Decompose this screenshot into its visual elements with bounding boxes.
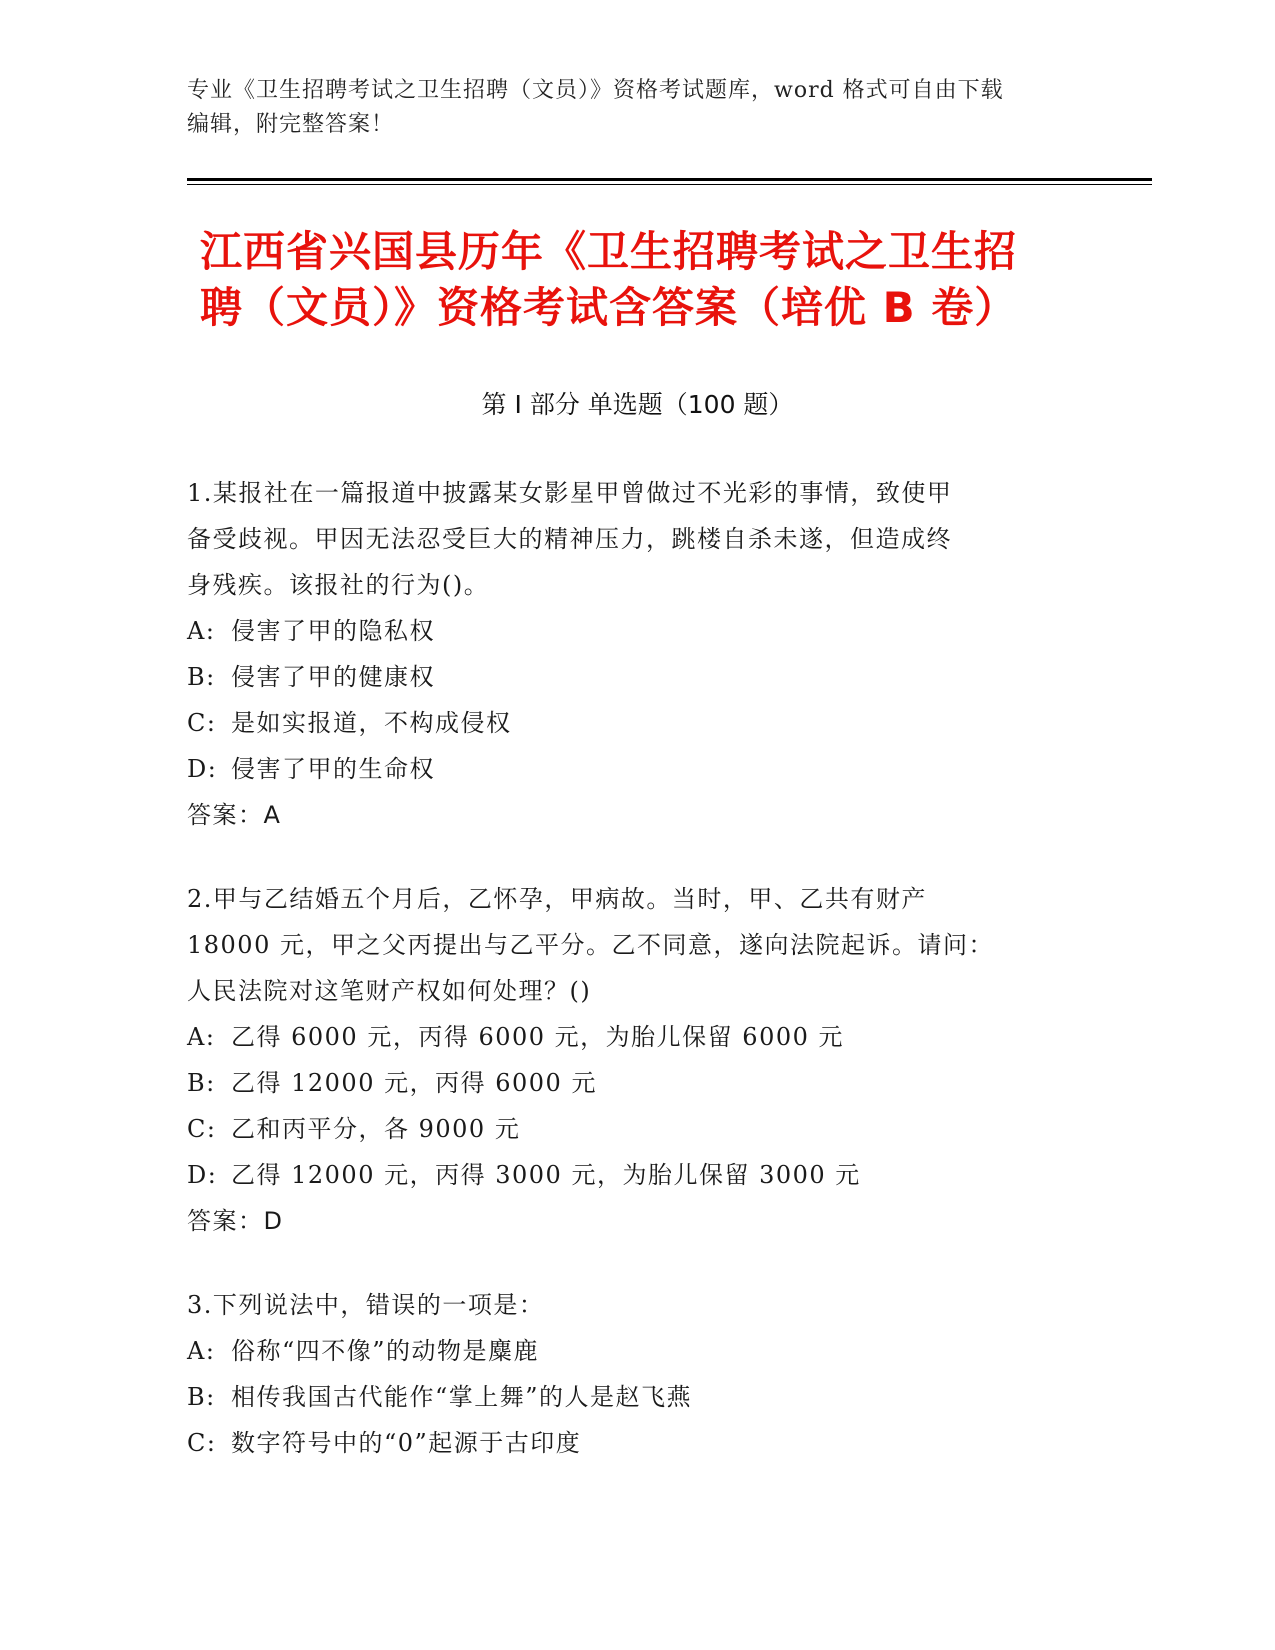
option-key: A: [187,1337,216,1365]
option-text: 侵害了甲的生命权 [231,755,435,783]
option-key: D: [187,755,218,783]
option-text: 乙得 6000 元，丙得 6000 元，为胎儿保留 6000 元 [231,1023,845,1051]
question-stem-line: 18000 元，甲之父丙提出与乙平分。乙不同意，遂向法院起诉。请问： [187,931,994,959]
option-key: A: [187,1023,216,1051]
question-stem-line: 3.下列说法中，错误的一项是： [187,1291,545,1319]
document-title [200,224,1100,336]
option-text: 相传我国古代能作“掌上舞”的人是赵飞燕 [231,1383,693,1411]
option-text: 乙得 12000 元，丙得 3000 元，为胎儿保留 3000 元 [231,1161,861,1189]
header-divider-thin [187,184,1152,185]
option-key: C: [187,709,217,737]
option-key: D: [187,1161,218,1189]
header-note-line-1: 专业《卫生招聘考试之卫生招聘（文员）》资格考试题库，word 格式可自由下载 [187,78,1004,103]
option-key: B: [187,1383,216,1411]
option-d [187,1152,1067,1198]
question-3 [187,1282,1067,1466]
header-note [187,74,1067,142]
option-text: 数字符号中的“0”起源于古印度 [231,1429,582,1457]
question-stem-line: 人民法院对这笔财产权如何处理？() [187,977,592,1005]
option-c [187,1420,1067,1466]
document-title-line-2: 聘（文员）》资格考试含答案（培优 B 卷） [200,283,1018,332]
option-text: 侵害了甲的隐私权 [231,617,435,645]
option-text: 是如实报道，不构成侵权 [231,709,512,737]
option-key: C: [187,1429,217,1457]
option-text: 乙得 12000 元，丙得 6000 元 [231,1069,597,1097]
question-stem-line: 备受歧视。甲因无法忍受巨大的精神压力，跳楼自杀未遂，但造成终 [187,525,952,553]
option-a [187,608,1067,654]
option-c [187,700,1067,746]
option-key: C: [187,1115,217,1143]
header-divider-thick [187,178,1152,181]
option-a [187,1014,1067,1060]
option-b [187,1374,1067,1420]
question-stem-line: 1.某报社在一篇报道中披露某女影星甲曾做过不光彩的事情，致使甲 [187,479,953,507]
option-d [187,746,1067,792]
option-key: B: [187,663,216,691]
document-title-line-1: 江西省兴国县历年《卫生招聘考试之卫生招 [200,227,1018,276]
option-text: 俗称“四不像”的动物是麋鹿 [231,1337,540,1365]
option-key: B: [187,1069,216,1097]
answer-line: 答案：A [187,801,282,829]
option-c [187,1106,1067,1152]
option-a [187,1328,1067,1374]
header-note-line-2: 编辑，附完整答案！ [187,112,395,137]
answer-line: 答案：D [187,1207,284,1235]
question-stem-line: 2.甲与乙结婚五个月后，乙怀孕，甲病故。当时，甲、乙共有财产 [187,885,927,913]
question-2 [187,876,1067,1244]
question-1 [187,470,1067,838]
option-key: A: [187,617,216,645]
option-text: 乙和丙平分，各 9000 元 [231,1115,521,1143]
section-title: 第 I 部分 单选题（100 题） [481,390,794,419]
option-text: 侵害了甲的健康权 [231,663,435,691]
question-stem-line: 身残疾。该报社的行为()。 [187,571,490,599]
option-b [187,1060,1067,1106]
option-b [187,654,1067,700]
